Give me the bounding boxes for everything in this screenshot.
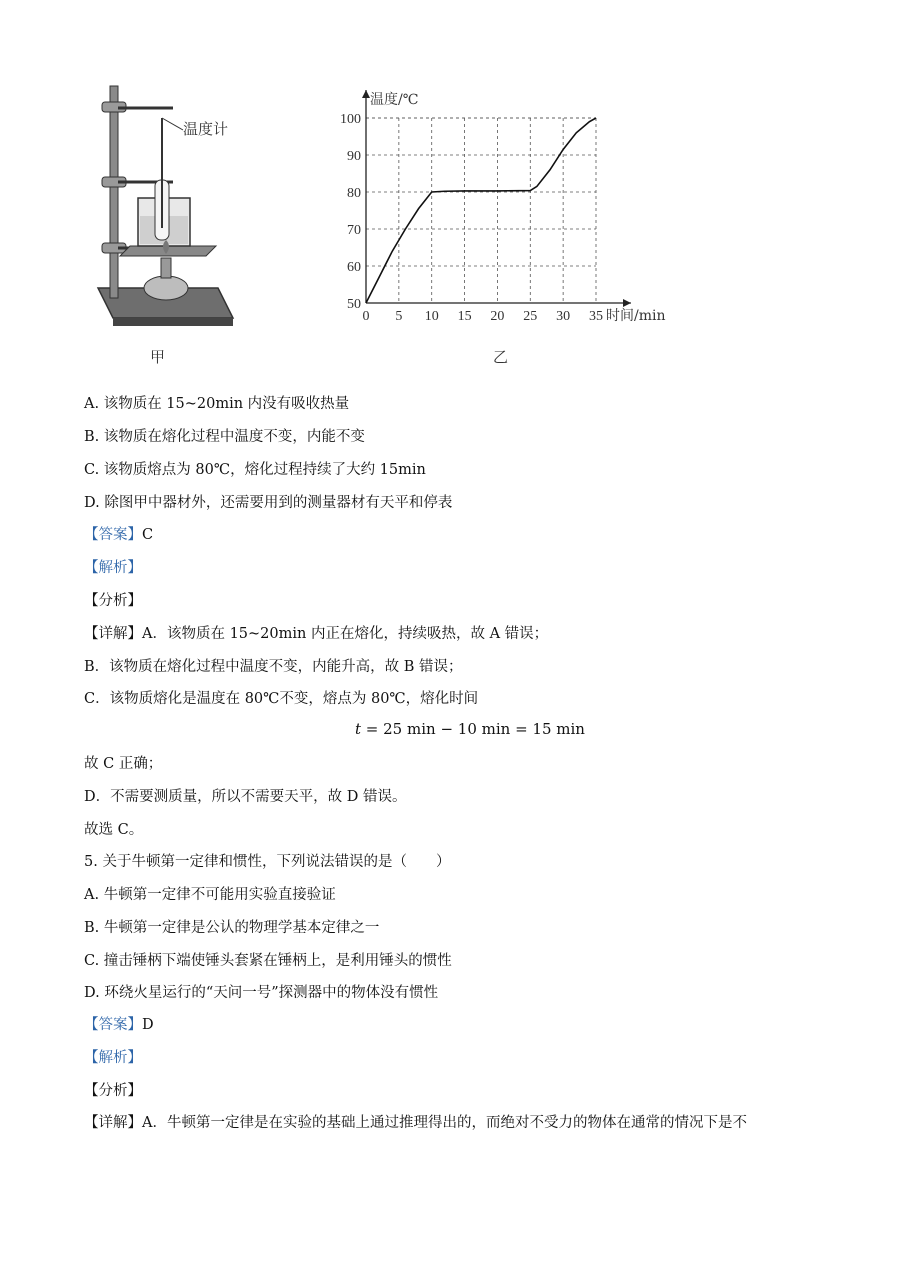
figure-area: [88, 78, 728, 378]
q5-stem: 5. 关于牛顿第一定律和惯性，下列说法错误的是（ ）: [84, 854, 451, 870]
q4-answer-line: [84, 525, 153, 545]
q4-detail-d: D．不需要测质量，所以不需要天平，故 D 错误。: [84, 789, 407, 805]
q5-option-c: C. 撞击锤柄下端使锤头套紧在锤柄上，是利用锤头的惯性: [84, 953, 452, 969]
q4-formula: [355, 720, 585, 738]
q5-option-a: A. 牛顿第一定律不可能用实验直接验证: [84, 887, 336, 903]
q4-detail-b: B．该物质在熔化过程中温度不变，内能升高，故 B 错误；: [84, 659, 463, 675]
q4-option-b: B. 该物质在熔化过程中温度不变，内能不变: [84, 429, 365, 445]
y-tick-label: 50: [347, 297, 361, 312]
q4-detail-tag: 【详解】: [84, 626, 142, 642]
q5-detail-a-text: A．牛顿第一定律是在实验的基础上通过推理得出的，而绝对不受力的物体在通常的情况下是不: [142, 1115, 747, 1131]
q4-c-correct: 故 C 正确；: [84, 756, 163, 772]
q4-answer-tag: 【答案】: [84, 527, 142, 543]
q5-option-d: D. 环绕火星运行的“天问一号”探测器中的物体没有惯性: [84, 985, 439, 1001]
temperature-time-chart: [328, 78, 698, 348]
q4-detail-a-text: A．该物质在 15~20min 内正在熔化，持续吸热，故 A 错误；: [142, 626, 549, 642]
y-axis-label: 温度/℃: [370, 92, 419, 108]
q5-jiexi-heading: 【解析】: [84, 1050, 142, 1066]
x-tick-label: 0: [362, 309, 370, 324]
q5-answer-value: D: [142, 1017, 154, 1033]
y-tick-label: 70: [347, 223, 361, 238]
q5-detail-a: [84, 1113, 747, 1133]
y-axis-arrow: [362, 90, 370, 98]
q5-answer-tag: 【答案】: [84, 1017, 142, 1033]
y-tick-label: 90: [347, 149, 361, 164]
x-tick-label: 20: [490, 309, 505, 324]
y-tick-label: 60: [347, 260, 361, 275]
q4-detail-a: [84, 624, 548, 644]
apparatus-illustration: [88, 78, 263, 338]
q4-jiexi-heading: 【解析】: [84, 560, 142, 576]
q5-fenxi-heading: 【分析】: [84, 1083, 142, 1099]
q4-choice: 故选 C。: [84, 822, 144, 838]
q4-fenxi-heading: 【分析】: [84, 593, 142, 609]
q4-answer-value: C: [142, 527, 154, 543]
x-tick-label: 30: [556, 309, 571, 324]
q5-detail-tag: 【详解】: [84, 1115, 142, 1131]
y-tick-label: 100: [340, 112, 361, 127]
figure-jia-caption: 甲: [150, 348, 166, 366]
x-tick-label: 5: [395, 309, 403, 324]
q4-option-a: A. 该物质在 15~20min 内没有吸收热量: [84, 396, 350, 412]
x-tick-label: 35: [589, 309, 603, 324]
x-axis-label: 时间/min: [606, 308, 666, 324]
q4-option-c: C. 该物质熔点为 80℃，熔化过程持续了大约 15min: [84, 462, 426, 478]
q4-formula-var: t: [355, 720, 362, 738]
q5-answer-line: [84, 1015, 154, 1035]
x-axis-arrow: [623, 299, 631, 307]
thermometer-label: 温度计: [183, 120, 229, 138]
q4-formula-rest: = 25 min − 10 min = 15 min: [361, 720, 585, 738]
temperature-curve: [366, 118, 596, 303]
x-tick-label: 15: [457, 309, 472, 324]
x-tick-label: 10: [424, 309, 439, 324]
y-tick-label: 80: [347, 186, 361, 201]
q4-detail-c: C．该物质熔化是温度在 80℃不变，熔点为 80℃，熔化时间: [84, 691, 479, 707]
x-tick-label: 25: [523, 309, 538, 324]
q5-option-b: B. 牛顿第一定律是公认的物理学基本定律之一: [84, 920, 380, 936]
q4-option-d: D. 除图甲中器材外，还需要用到的测量器材有天平和停表: [84, 495, 453, 511]
figure-yi-caption: 乙: [493, 348, 509, 366]
